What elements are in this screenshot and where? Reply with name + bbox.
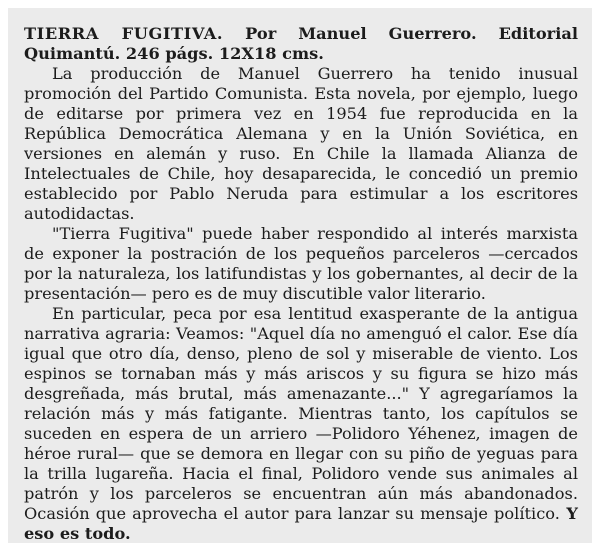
review-paragraph-3 bbox=[24, 304, 578, 544]
review-closing-remark: Y eso es todo. bbox=[24, 504, 578, 543]
newspaper-clipping bbox=[8, 8, 592, 543]
review-paragraph-3-text: En particular, peca por esa lentitud exasperante de la antigua narrativa agraria: Veamos: "Aquel día no amenguó el calor. Ese día igual que otro día, denso, pleno de sol y miserable de viento. Los espinos se tornaban más y más ariscos y su figura se hizo más desgreñada, más brutal, más amenazante..." Y agregaríamos la relación más y más fatigante. Mientras tanto, los capítulos se suceden en espera de un arriero —Polidoro Yéhenez, imagen de héroe rural— que se demora en llegar con su piño de yeguas para la trilla lugareña. Hacia el final, Polidoro vende sus animales al patrón y los parceleros se encuentran aún más abandonados. Ocasión que aprovecha el autor para lanzar su mensaje político. bbox=[24, 304, 578, 523]
review-paragraph-2: "Tierra Fugitiva" puede haber respondido al interés marxista de exponer la postración de los pequeños parceleros —cercados por la naturaleza, los latifundistas y los gobernantes, al decir de la presentación— pero es de muy discutible valor literario. bbox=[24, 224, 578, 303]
book-details: Por Manuel Guerrero. Editorial Quimantú. 246 págs. 12X18 cms. bbox=[24, 24, 578, 63]
book-title: TIERRA FUGITIVA. bbox=[24, 24, 224, 43]
book-review-headline bbox=[24, 24, 578, 64]
review-paragraph-1: La producción de Manuel Guerrero ha tenido inusual promoción del Partido Comunista. Esta novela, por ejemplo, luego de editarse por primera vez en 1954 fue reproducida en la República Democrática Alemana y en la Unión Soviética, en versiones en alemán y ruso. En Chile la llamada Alianza de Intelectuales de Chile, hoy desaparecida, le concedió un premio establecido por Pablo Neruda para estimular a los escritores autodidactas. bbox=[24, 64, 578, 223]
